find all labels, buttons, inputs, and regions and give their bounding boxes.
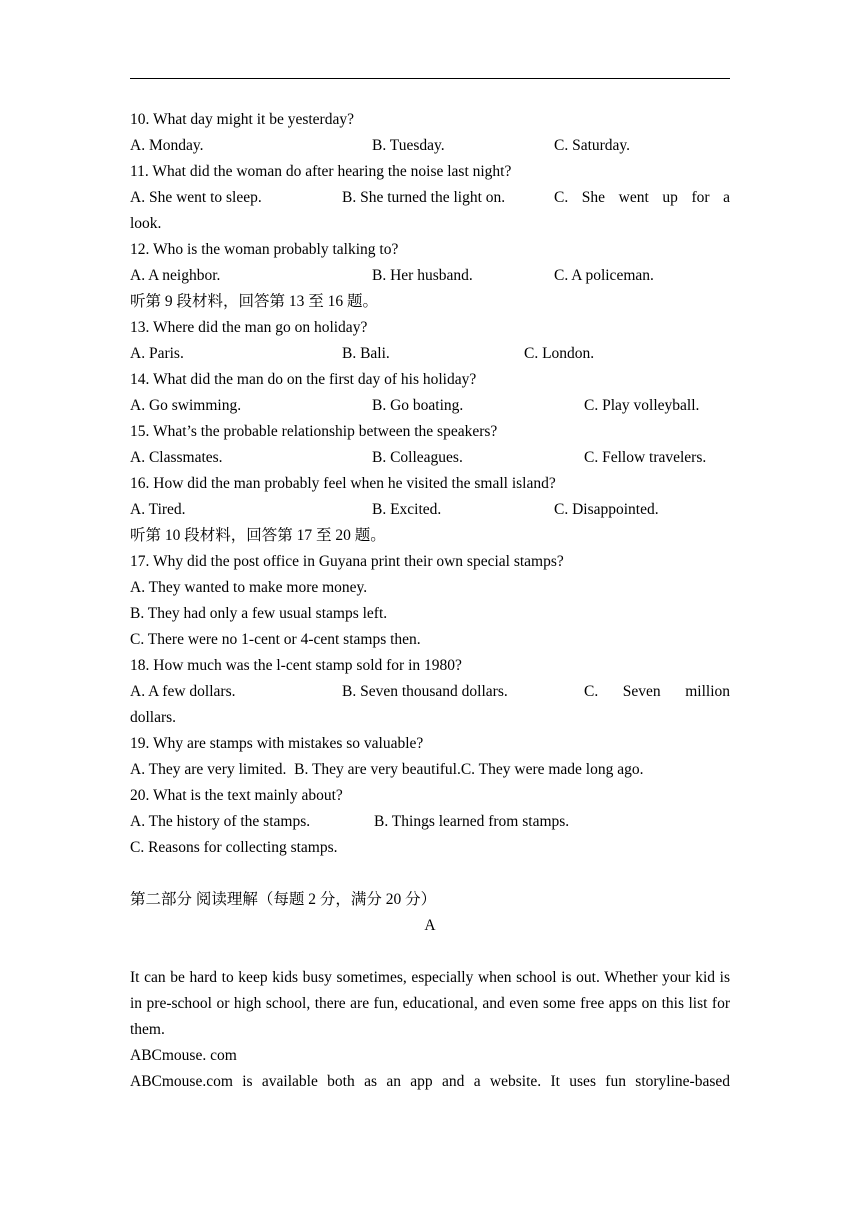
question-17-stem: 17. Why did the post office in Guyana print their own special stamps? xyxy=(130,553,564,570)
page-content xyxy=(130,107,730,1095)
question-13-stem: 13. Where did the man go on holiday? xyxy=(130,319,368,336)
option-c: C. Play volleyball. xyxy=(584,397,700,414)
option-c: C. A policeman. xyxy=(554,267,654,284)
passage-label: A xyxy=(424,917,436,934)
question-20-options xyxy=(130,809,730,835)
option-c-continued: dollars. xyxy=(130,709,177,726)
option-b: B. Excited. xyxy=(372,501,442,518)
option-b: B. She turned the light on. xyxy=(342,189,506,206)
option-c-continued: look. xyxy=(130,215,162,232)
option-a: A. A few dollars. xyxy=(130,683,236,700)
question-10-options xyxy=(130,133,730,159)
option-c: C. There were no 1-cent or 4-cent stamps then. xyxy=(130,631,421,648)
passage-body xyxy=(130,965,730,1095)
question-19-options: A. They are very limited. B. They are very beautiful.C. They were made long ago. xyxy=(130,761,644,778)
option-a: A. She went to sleep. xyxy=(130,189,262,206)
question-16-options xyxy=(130,497,730,523)
option-c: C. London. xyxy=(524,345,595,362)
question-14-options xyxy=(130,393,730,419)
option-c: C. Saturday. xyxy=(554,137,631,154)
option-b: B. They had only a few usual stamps left. xyxy=(130,605,388,622)
option-a: A. Paris. xyxy=(130,345,184,362)
option-a: A. A neighbor. xyxy=(130,267,221,284)
question-13-options xyxy=(130,341,730,367)
option-b: B. Her husband. xyxy=(372,267,473,284)
question-20-stem: 20. What is the text mainly about? xyxy=(130,787,343,804)
option-c: C. Seven million xyxy=(584,683,730,700)
section-10-instruction: 听第 10 段材料，回答第 17 至 20 题。 xyxy=(130,527,386,544)
question-11-stem: 11. What did the woman do after hearing the noise last night? xyxy=(130,163,512,180)
option-c: C. Disappointed. xyxy=(554,501,659,518)
intro-paragraph: It can be hard to keep kids busy sometimes, especially when school is out. Whether your kid is in pre-school or high school, there are fun, educational, and even some free apps on this list for them. xyxy=(130,969,730,1038)
question-16-stem: 16. How did the man probably feel when he visited the small island? xyxy=(130,475,556,492)
question-10-stem: 10. What day might it be yesterday? xyxy=(130,111,354,128)
question-15-stem: 15. What’s the probable relationship between the speakers? xyxy=(130,423,498,440)
section-9-instruction: 听第 9 段材料，回答第 13 至 16 题。 xyxy=(130,293,379,310)
question-15-options xyxy=(130,445,730,471)
question-18-stem: 18. How much was the l-cent stamp sold for in 1980? xyxy=(130,657,462,674)
option-c: C. Reasons for collecting stamps. xyxy=(130,839,338,856)
question-12-stem: 12. Who is the woman probably talking to? xyxy=(130,241,399,258)
option-b: B. Tuesday. xyxy=(372,137,445,154)
option-b: B. Colleagues. xyxy=(372,449,463,466)
abcmouse-text: ABCmouse.com is available both as an app and a website. It uses fun storyline-based xyxy=(130,1073,730,1090)
option-c: C. She went up for a xyxy=(554,189,730,206)
option-a: A. Classmates. xyxy=(130,449,223,466)
option-b: B. Things learned from stamps. xyxy=(374,813,570,830)
option-b: B. Go boating. xyxy=(372,397,464,414)
abcmouse-title: ABCmouse. com xyxy=(130,1047,237,1064)
option-a: A. They wanted to make more money. xyxy=(130,579,368,596)
option-b: B. Seven thousand dollars. xyxy=(342,683,508,700)
option-a: A. The history of the stamps. xyxy=(130,813,311,830)
header-rule xyxy=(130,78,730,79)
option-b: B. Bali. xyxy=(342,345,390,362)
option-a: A. Go swimming. xyxy=(130,397,242,414)
option-c: C. Fellow travelers. xyxy=(584,449,707,466)
question-12-options xyxy=(130,263,730,289)
option-a: A. Tired. xyxy=(130,501,186,518)
part-2-heading: 第二部分 阅读理解（每题 2 分，满分 20 分） xyxy=(130,891,437,908)
option-a: A. Monday. xyxy=(130,137,204,154)
question-18-options xyxy=(130,679,730,705)
question-19-stem: 19. Why are stamps with mistakes so valuable? xyxy=(130,735,424,752)
question-11-options xyxy=(130,185,730,211)
question-14-stem: 14. What did the man do on the first day of his holiday? xyxy=(130,371,477,388)
